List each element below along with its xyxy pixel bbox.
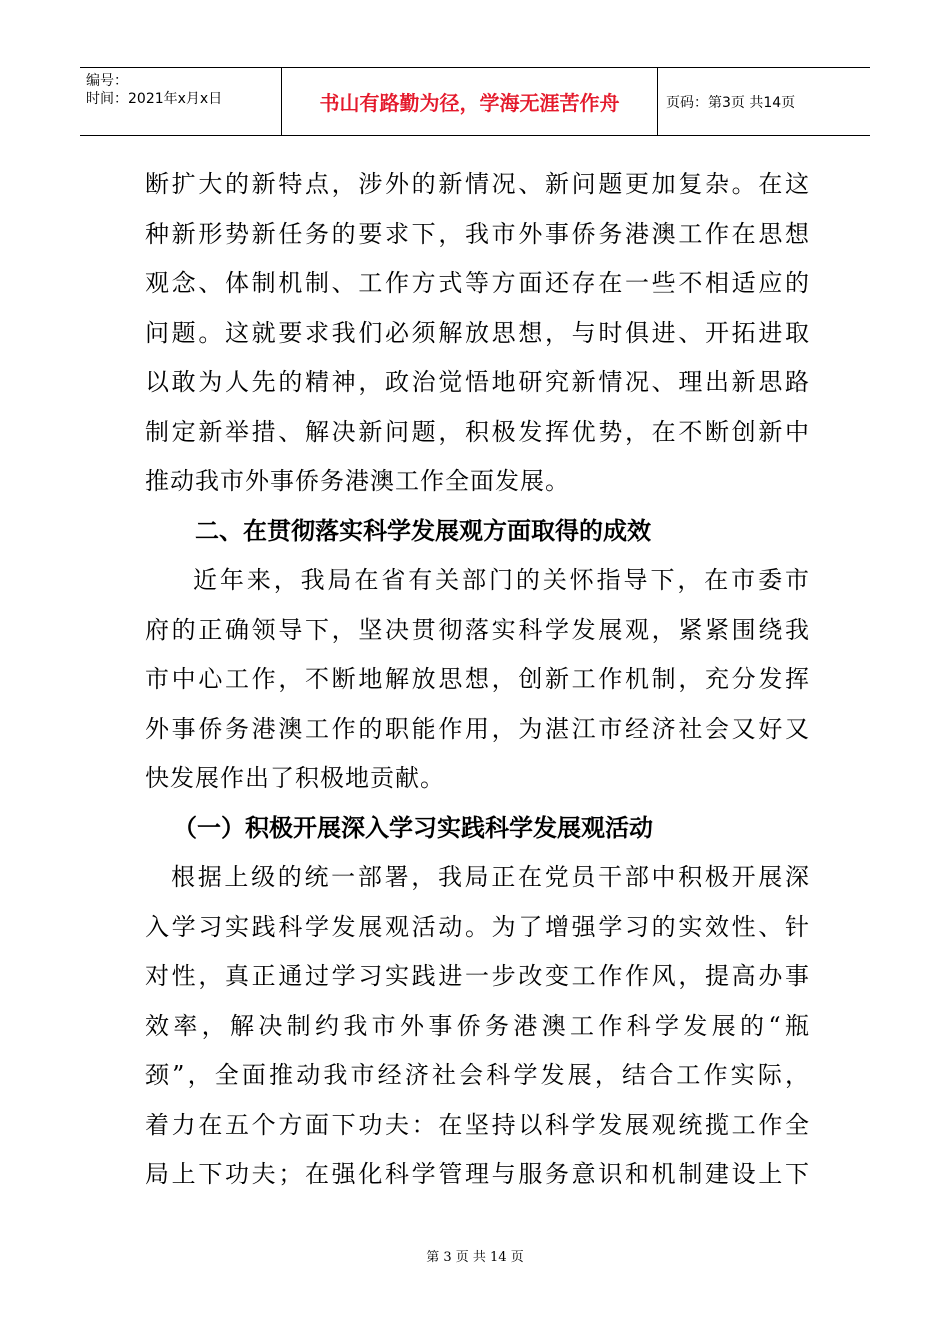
header-meta [80,68,282,135]
body-line: 根据上级的统一部署，我局正在党员干部中积极开展深 [171,863,810,891]
body-line: 局上下功夫；在强化科学管理与服务意识和机制建设上下 [145,1160,810,1188]
section-heading: 二、在贯彻落实科学发展观方面取得的成效 [195,516,651,545]
document-number-label: 编号： [86,73,128,89]
body-line: 种新形势新任务的要求下，我市外事侨务港澳工作在思想 [145,219,810,248]
subsection-heading: （一）积极开展深入学习实践科学发展观活动 [173,813,653,842]
body-line: 效率，解决制约我市外事侨务港澳工作科学发展的“瓶 [145,1011,810,1040]
body-line: 府的正确领导下，坚决贯彻落实科学发展观，紧紧围绕我 [145,615,810,644]
body-line: 市中心工作，不断地解放思想，创新工作机制，充分发挥 [145,665,810,693]
body-line: 颈”，全面推动我市经济社会科学发展，结合工作实际， [145,1061,810,1089]
header-motto: 书山有路勤为径，学海无涯苦作舟 [282,68,658,135]
document-time-label: 时间：2021年x月x日 [86,91,223,107]
page-header [80,67,870,136]
body-line: 外事侨务港澳工作的职能作用，为湛江市经济社会又好又 [145,714,810,743]
body-line: 断扩大的新特点，涉外的新情况、新问题更加复杂。在这 [145,170,810,198]
page-footer: 第 3 页 共 14 页 [426,1250,524,1265]
body-line: 入学习实践科学发展观活动。为了增强学习的实效性、针 [145,912,810,941]
body-line: 以敢为人先的精神，政治觉悟地研究新情况、理出新思路 [145,368,810,396]
body-line: 推动我市外事侨务港澳工作全面发展。 [145,467,570,495]
body-line: 着力在五个方面下功夫：在坚持以科学发展观统揽工作全 [145,1110,810,1139]
header-page-info: 页码：第3页 共14页 [666,94,796,111]
body-line: 制定新举措、解决新问题，积极发挥优势，在不断创新中 [145,417,810,446]
document-body [145,160,810,1200]
body-line: 观念、体制机制、工作方式等方面还存在一些不相适应的 [145,269,810,297]
body-line: 问题。这就要求我们必须解放思想，与时俱进、开拓进取 [145,318,810,347]
body-line: 快发展作出了积极地贡献。 [145,764,445,792]
body-line: 对性，真正通过学习实践进一步改变工作作风，提高办事 [145,962,810,990]
body-line: 近年来，我局在省有关部门的关怀指导下，在市委市 [193,566,810,594]
